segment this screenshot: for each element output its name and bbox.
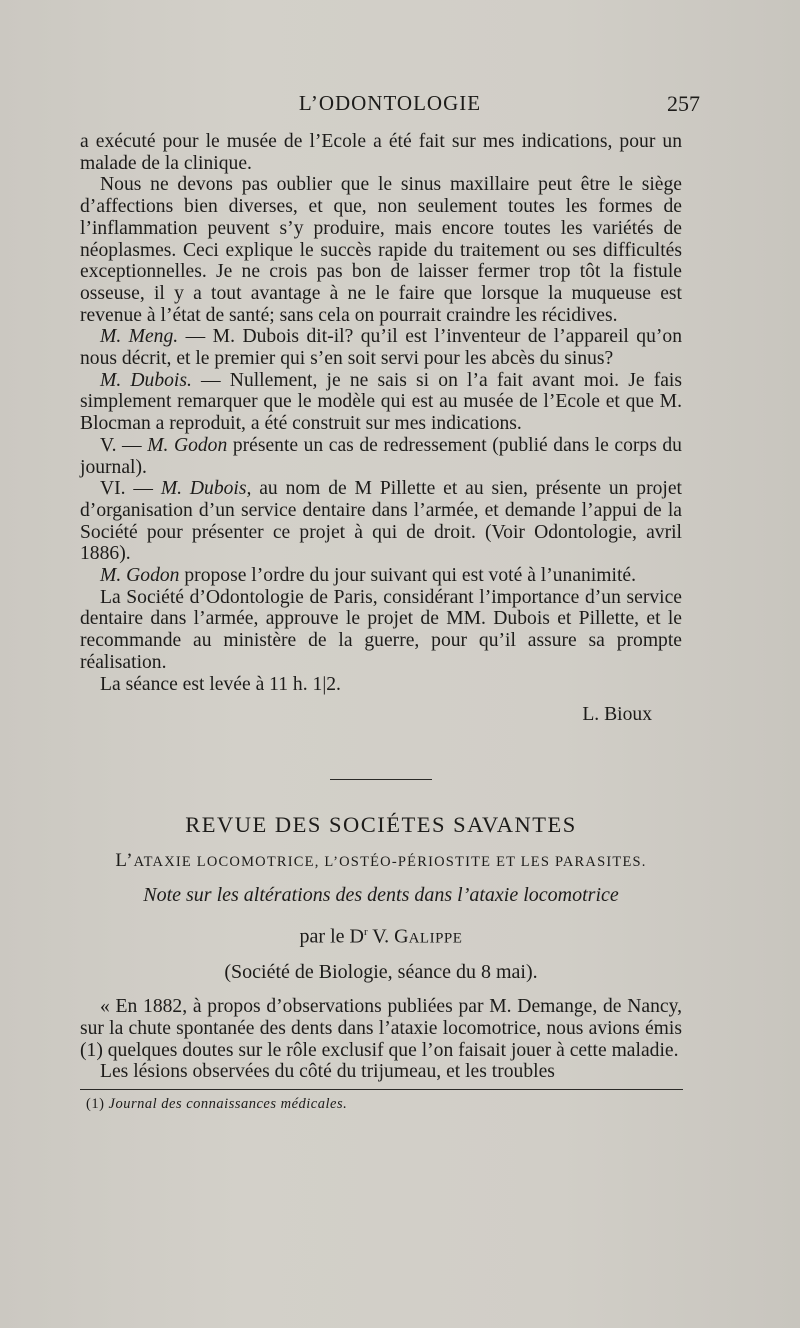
speaker-name: M. Dubois. <box>100 369 192 391</box>
footnote-number: (1) <box>86 1095 105 1112</box>
page-body <box>80 131 682 1116</box>
minutes-paragraph-8: La Société d’Odontologie de Paris, considérant l’importance d’un service dentaire dans l’armée, approuve le projet de MM. Dubois et Pillette, et le recommande au ministère de la guerre, pour qu’il assure sa prompte réalisation. <box>80 586 682 673</box>
item-number: V. — <box>100 434 148 456</box>
minutes-paragraph-1: a exécuté pour le musée de l’Ecole a été fait sur mes indications, pour un malade de la clinique. <box>80 131 682 174</box>
review-paragraph-1: « En 1882, à propos d’observations publiées par M. Demange, de Nancy, sur la chute spontanée des dents dans l’ataxie locomotrice, nous avions émis (1) quelques doutes sur le rôle exclusif que l’on faisait jouer à cette maladie. <box>80 996 682 1061</box>
minutes-paragraph-5 <box>80 435 682 478</box>
byline-prefix: par le D <box>299 925 364 948</box>
author-name: ALIPPE <box>408 930 463 947</box>
section-divider <box>330 779 432 780</box>
running-head <box>80 91 700 121</box>
item-number: VI. — <box>100 478 161 500</box>
running-title: L’ODONTOLOGIE <box>298 91 482 115</box>
subtitle-rest: ATAXIE LOCOMOTRICE, L’OSTÉO-PÉRIOSTITE ET LES PARASITES. <box>133 853 647 870</box>
byline-sup: r <box>363 926 368 939</box>
subtitle-lead: L’ <box>115 849 134 871</box>
paragraph-text: présente un cas de redressement (publié dans le corps du journal). <box>80 434 682 478</box>
speaker-name: M. Meng. <box>100 326 179 348</box>
section-subtitle <box>80 850 682 874</box>
footnote <box>80 1094 682 1116</box>
speaker-name: M. Dubois, <box>160 478 252 500</box>
society-line: (Société de Biologie, séance du 8 mai). <box>224 961 538 984</box>
minutes-paragraph-7 <box>80 565 682 587</box>
paragraph-text: — M. Dubois dit-il? qu’il est l’inventeur de l’appareil qu’on nous décrit, et le premier qui s’en soit servi pour les abcès du sinus? <box>80 326 682 370</box>
minutes-paragraph-3 <box>80 326 682 369</box>
section-title: REVUE DES SOCIÉTES SAVANTES <box>185 811 577 837</box>
footnote-rule <box>80 1089 683 1090</box>
minutes-paragraph-2: Nous ne devons pas oublier que le sinus maxillaire peut être le siège d’affections bien diverses, et que, non seulement toutes les formes de l’inflammation peuvent s’y produire, mais encore toutes les variétés de néoplasmes. Ceci explique le succès rapide du traitement ou ses difficultés exceptionnelles. Je ne crois pas bon de laisser fermer trop tôt la fistule osseuse, il y a tout avantage à ne le faire que lorsque la muqueuse est revenue à l’état de santé; sans cela on pourrait craindre les récidives. <box>80 174 682 326</box>
paragraph-text: — Nullement, je ne sais si on l’a fait avant moi. Je fais simplement remarquer que le modèle qui est au musée de l’Ecole et que M. Blocman a reproduit, a été construit sur mes indications. <box>80 369 682 435</box>
byline-initial: V. G <box>367 925 409 948</box>
minutes-paragraph-4 <box>80 370 682 435</box>
speaker-name: M. Godon <box>147 434 228 456</box>
footnote-text: Journal des connaissances médicales. <box>104 1095 348 1112</box>
minutes-paragraph-6 <box>80 478 682 565</box>
byline <box>80 922 682 950</box>
review-paragraph-2: Les lésions observées du côté du trijumeau, et les troubles <box>100 1061 555 1083</box>
note-title: Note sur les altérations des dents dans l’ataxie locomotrice <box>143 884 619 907</box>
speaker-name: M. Godon <box>100 565 180 587</box>
paragraph-text: au nom de M Pillette et au sien, présente un projet d’organisation d’un service dentaire dans l’armée, et demande l’appui de la Société pour présenter ce projet à qui de droit. (Voir Odontologie, avril 1886). <box>80 478 682 565</box>
minutes-paragraph-9: La séance est levée à 11 h. 1|2. <box>100 673 341 695</box>
paragraph-text: propose l’ordre du jour suivant qui est voté à l’unanimité. <box>179 565 637 587</box>
page-number: 257 <box>667 91 700 116</box>
signature: L. Bioux <box>582 704 652 726</box>
